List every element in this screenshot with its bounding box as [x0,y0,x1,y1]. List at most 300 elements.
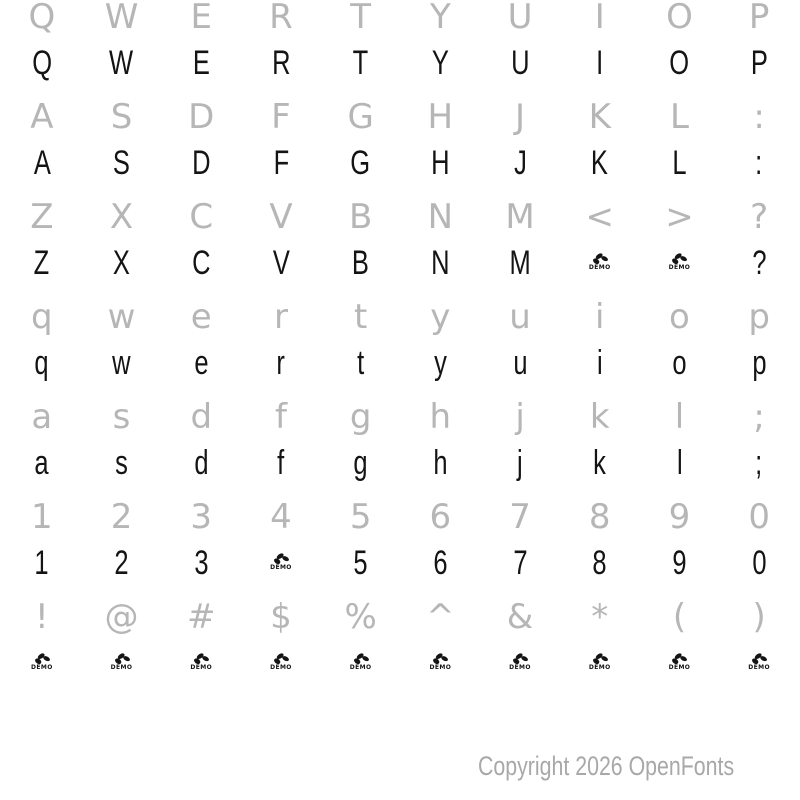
reference-glyph [2,497,82,537]
reference-glyph [480,397,560,437]
reference-glyph [560,597,640,637]
glyph-text: l [676,444,683,482]
reference-glyph [321,397,401,437]
glyph-text: f [277,444,285,482]
reference-glyph [719,397,799,437]
preview-glyph [640,446,720,480]
reference-glyph [640,297,720,337]
demo-placeholder [161,646,241,680]
reference-glyph [400,597,480,637]
glyph-text: 0 [752,544,767,582]
glyph-text: N [431,244,450,282]
preview-glyph [321,146,401,180]
preview-glyph [2,246,82,280]
demo-label: DEMO [668,664,691,671]
reference-glyph [241,197,321,237]
demo-glyph-marker [748,653,770,671]
reference-glyph [400,297,480,337]
glyph-text: 5 [349,497,372,537]
reference-glyph [719,297,799,337]
char-row-symbols-preview [2,646,799,680]
reference-glyph [161,597,241,637]
glyph-text: ; [755,444,763,482]
preview-glyph [719,546,799,580]
glyph-text: p [752,344,767,382]
glyph-text: L [672,144,687,182]
glyph-text: h [433,444,448,482]
glyph-text: 3 [194,544,209,582]
reference-glyph [321,97,401,137]
reference-glyph [2,297,82,337]
glyph-text: 7 [509,497,531,537]
demo-label: DEMO [270,664,292,671]
preview-glyph [161,246,241,280]
glyph-text: f [274,397,287,437]
glyph-text: W [104,0,139,37]
preview-glyph [480,546,560,580]
preview-glyph [400,146,480,180]
char-row-lowercase-home-preview [2,446,799,480]
glyph-text: y [433,344,447,382]
preview-glyph [400,46,480,80]
reference-glyph [719,197,799,237]
preview-glyph [400,246,480,280]
reference-glyph [241,397,321,437]
demo-label: DEMO [429,664,452,671]
glyph-text: d [194,444,209,482]
glyph-text: p [748,297,770,337]
glyph-text: V [269,197,293,237]
reference-glyph [480,297,560,337]
char-row-uppercase-qwerty-reference [2,0,799,37]
reference-glyph [480,0,560,37]
glyph-text: A [30,97,54,137]
demo-flower-icon [193,653,209,664]
glyph-text: ) [752,597,766,637]
preview-glyph [640,46,720,80]
reference-glyph [161,297,241,337]
reference-glyph [640,97,720,137]
charmap [2,0,799,700]
preview-glyph [2,446,82,480]
glyph-text: e [194,344,209,382]
preview-glyph [719,446,799,480]
demo-flower-icon [34,653,50,664]
demo-glyph-marker [111,653,133,671]
glyph-text: F [273,144,289,182]
demo-label: DEMO [668,264,691,271]
reference-glyph [161,197,241,237]
glyph-text: W [109,44,134,82]
reference-glyph [560,0,640,37]
demo-placeholder [560,646,640,680]
demo-label: DEMO [349,664,372,671]
demo-placeholder [560,246,640,280]
glyph-text: 0 [748,497,770,537]
glyph-text: $ [270,597,292,637]
preview-glyph [321,346,401,380]
glyph-text: G [350,144,371,182]
glyph-text: T [352,44,369,82]
demo-glyph-marker [509,653,531,671]
demo-placeholder [400,646,480,680]
demo-glyph-marker [669,253,691,271]
preview-glyph [480,46,560,80]
demo-glyph-marker [589,253,611,271]
glyph-text: k [589,397,610,437]
char-row-uppercase-qwerty-preview [2,46,799,80]
glyph-text: 9 [672,544,687,582]
reference-glyph [480,97,560,137]
preview-glyph [161,346,241,380]
glyph-text: M [509,244,531,282]
demo-placeholder [640,646,720,680]
glyph-text: J [515,97,526,137]
preview-glyph [400,446,480,480]
preview-glyph [321,246,401,280]
glyph-text: u [509,297,531,337]
preview-glyph [560,146,640,180]
glyph-text: 1 [31,497,53,537]
glyph-text: : [753,97,765,137]
reference-glyph [321,297,401,337]
reference-glyph [2,397,82,437]
glyph-text: D [192,144,211,182]
glyph-text: B [352,244,370,282]
char-row-symbols-reference [2,597,799,637]
glyph-text: % [344,597,377,637]
demo-label: DEMO [588,664,611,671]
glyph-text: Z [30,197,54,237]
demo-label: DEMO [110,664,133,671]
glyph-text: k [593,444,607,482]
reference-glyph [2,0,82,37]
demo-glyph-marker [270,653,292,671]
reference-glyph [82,297,162,337]
glyph-text: # [186,597,216,637]
reference-glyph [560,497,640,537]
glyph-text: 9 [668,497,691,537]
glyph-text: h [429,397,452,437]
char-row-uppercase-home-preview [2,146,799,180]
glyph-text: q [31,297,53,337]
glyph-text: g [349,397,372,437]
glyph-text: > [665,197,694,237]
glyph-text: 4 [270,497,292,537]
glyph-text: u [512,344,528,382]
glyph-text: Y [429,0,451,37]
reference-glyph [2,97,82,137]
demo-label: DEMO [748,664,771,671]
reference-glyph [640,0,720,37]
glyph-text: A [33,144,51,182]
glyph-text: Q [31,44,52,82]
preview-glyph [480,146,560,180]
glyph-text: j [517,444,523,482]
reference-glyph [400,497,480,537]
preview-glyph [321,46,401,80]
glyph-text: l [674,397,685,437]
demo-flower-icon [512,653,528,664]
glyph-text: 5 [353,544,368,582]
preview-glyph [82,546,162,580]
reference-glyph [82,97,162,137]
reference-glyph [719,497,799,537]
copyright-text: Copyright 2026 OpenFonts [478,751,735,781]
glyph-text: C [192,244,211,282]
glyph-text: F [271,97,291,137]
preview-glyph [640,546,720,580]
demo-flower-icon [671,253,687,264]
glyph-text: ? [752,244,767,282]
demo-glyph-marker [429,653,451,671]
demo-flower-icon [114,653,130,664]
glyph-text: e [190,297,212,337]
reference-glyph [321,497,401,537]
glyph-text: r [276,344,286,382]
glyph-text: @ [104,597,139,637]
reference-glyph [321,0,401,37]
glyph-text: s [115,444,128,482]
demo-glyph-marker [350,653,372,671]
preview-glyph [241,446,321,480]
glyph-text: ( [672,597,687,637]
preview-glyph [161,546,241,580]
glyph-text: K [591,144,609,182]
reference-glyph [321,197,401,237]
glyph-text: Y [431,44,449,82]
preview-glyph [560,346,640,380]
glyph-text: S [110,97,133,137]
preview-glyph [400,546,480,580]
glyph-text: U [510,44,530,82]
glyph-text: H [431,144,450,182]
reference-glyph [82,197,162,237]
glyph-text: o [672,344,687,382]
reference-glyph [161,397,241,437]
glyph-text: r [273,297,288,337]
glyph-text: E [192,44,210,82]
preview-glyph [241,46,321,80]
glyph-text: P [750,44,768,82]
glyph-text: s [112,397,131,437]
glyph-text: q [34,344,49,382]
preview-glyph [560,546,640,580]
copyright-footer [478,753,800,780]
glyph-text: M [505,197,535,237]
preview-glyph [241,346,321,380]
preview-glyph [2,346,82,380]
preview-glyph [560,446,640,480]
glyph-text: ! [35,597,49,637]
preview-glyph [321,546,401,580]
char-row-uppercase-home-reference [2,97,799,137]
reference-glyph [241,97,321,137]
char-row-lowercase-home-reference [2,397,799,437]
char-row-uppercase-bottom-reference [2,197,799,237]
glyph-text: 2 [114,544,129,582]
reference-glyph [640,497,720,537]
demo-flower-icon [592,253,608,264]
glyph-text: 8 [588,497,611,537]
glyph-text: Z [34,244,50,282]
reference-glyph [2,597,82,637]
reference-glyph [161,0,241,37]
char-row-digits-reference [2,497,799,537]
demo-label: DEMO [30,664,53,671]
glyph-text: i [596,344,603,382]
reference-glyph [161,497,241,537]
preview-glyph [161,446,241,480]
preview-glyph [241,246,321,280]
preview-glyph [400,346,480,380]
demo-placeholder [82,646,162,680]
reference-glyph [560,297,640,337]
reference-glyph [560,97,640,137]
reference-glyph [241,297,321,337]
glyph-text: a [31,397,53,437]
reference-glyph [400,197,480,237]
glyph-text: 2 [110,497,133,537]
glyph-text: 6 [429,497,452,537]
glyph-text: t [357,344,365,382]
preview-glyph [640,346,720,380]
preview-glyph [2,46,82,80]
demo-flower-icon [273,653,289,664]
glyph-text: ? [750,197,769,237]
glyph-text: K [588,97,611,137]
demo-placeholder [480,646,560,680]
demo-flower-icon [671,653,687,664]
demo-placeholder [2,646,82,680]
glyph-text: R [271,44,291,82]
glyph-text: & [506,597,534,637]
demo-glyph-marker [270,553,292,571]
glyph-text: O [669,44,690,82]
reference-glyph [400,97,480,137]
preview-glyph [82,146,162,180]
reference-glyph [82,397,162,437]
reference-glyph [719,597,799,637]
glyph-text: L [669,97,689,137]
demo-flower-icon [432,653,448,664]
preview-glyph [719,146,799,180]
glyph-text: P [748,0,770,37]
glyph-text: 1 [34,544,49,582]
reference-glyph [719,97,799,137]
glyph-text: I [596,44,604,82]
reference-glyph [480,197,560,237]
preview-glyph [719,346,799,380]
preview-glyph [560,46,640,80]
glyph-text: ^ [426,597,455,637]
glyph-text: < [585,197,614,237]
glyph-text: H [427,97,454,137]
reference-glyph [400,397,480,437]
demo-label: DEMO [270,564,292,571]
reference-glyph [82,0,162,37]
reference-glyph [241,0,321,37]
glyph-text: X [113,244,131,282]
glyph-text: * [591,597,609,637]
glyph-text: S [113,144,131,182]
reference-glyph [241,597,321,637]
glyph-text: o [669,297,690,337]
glyph-text: B [348,197,373,237]
reference-glyph [400,0,480,37]
glyph-text: ; [753,397,765,437]
glyph-text: 6 [433,544,448,582]
preview-glyph [2,546,82,580]
reference-glyph [321,597,401,637]
reference-glyph [82,497,162,537]
demo-label: DEMO [509,664,531,671]
preview-glyph [82,346,162,380]
glyph-text: E [190,0,212,37]
glyph-text: t [353,297,368,337]
demo-glyph-marker [669,653,691,671]
demo-glyph-marker [589,653,611,671]
preview-glyph [161,46,241,80]
char-row-lowercase-qwerty-reference [2,297,799,337]
preview-glyph [82,246,162,280]
demo-placeholder [640,246,720,280]
glyph-text: w [112,344,131,382]
glyph-text: T [350,0,372,37]
preview-glyph [82,446,162,480]
demo-placeholder [719,646,799,680]
glyph-text: w [107,297,136,337]
demo-placeholder [241,546,321,580]
reference-glyph [480,597,560,637]
glyph-text: N [427,197,454,237]
preview-glyph [640,146,720,180]
glyph-text: X [109,197,134,237]
glyph-text: a [34,444,49,482]
glyph-text: O [666,0,693,37]
preview-glyph [241,146,321,180]
glyph-text: J [513,144,527,182]
char-row-digits-preview [2,546,799,580]
preview-glyph [480,246,560,280]
demo-flower-icon [353,653,369,664]
demo-flower-icon [273,553,289,564]
reference-glyph [161,97,241,137]
preview-glyph [2,146,82,180]
reference-glyph [560,397,640,437]
reference-glyph [82,597,162,637]
char-row-lowercase-qwerty-preview [2,346,799,380]
preview-glyph [480,346,560,380]
glyph-text: j [515,397,525,437]
reference-glyph [719,0,799,37]
glyph-text: : [755,144,763,182]
glyph-text: 3 [190,497,213,537]
demo-flower-icon [751,653,767,664]
glyph-text: y [430,297,451,337]
glyph-text: g [353,444,368,482]
reference-glyph [640,397,720,437]
preview-glyph [161,146,241,180]
glyph-text: C [189,197,214,237]
demo-glyph-marker [190,653,212,671]
reference-glyph [2,197,82,237]
glyph-text: d [190,397,213,437]
glyph-text: R [269,0,293,37]
glyph-text: G [347,97,374,137]
reference-glyph [640,197,720,237]
glyph-text: i [595,297,605,337]
